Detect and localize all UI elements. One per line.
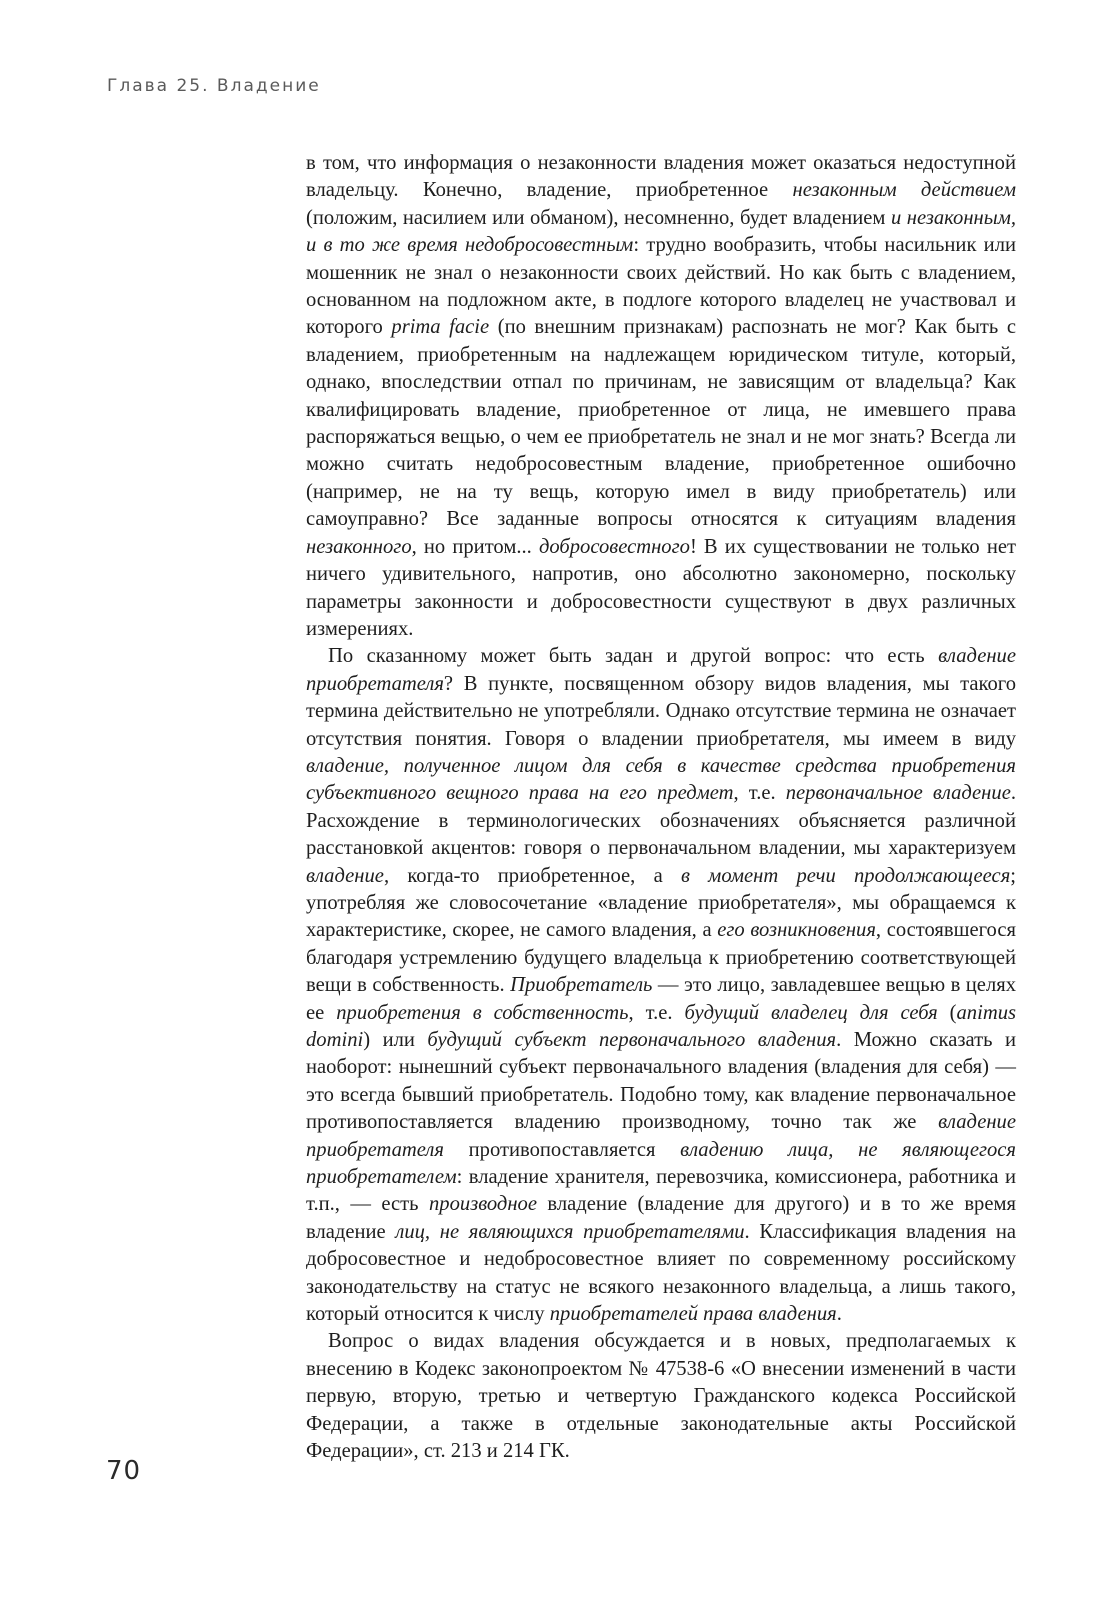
italic-run: prima facie — [391, 316, 490, 339]
italic-run: первоначальное владение — [785, 782, 1011, 805]
text-run: , когда-то приобретенное, а — [383, 864, 681, 887]
text-run: , т.е. — [733, 782, 786, 805]
text-run: : владение хранителя, перевозчика, комиссионера, работника и т.п., — есть — [306, 1166, 1016, 1216]
page-number: 70 — [106, 1456, 142, 1486]
italic-run: лиц, не являющихся приобретателями — [395, 1220, 745, 1243]
italic-run: владению лица, не являющегося приобретателем — [306, 1138, 1017, 1189]
body-text — [306, 150, 1016, 1466]
italic-run: приобретения в собственность — [336, 1001, 629, 1024]
text-run: : трудно вообразить, чтобы насильник или мошенник не знал о незаконности своих действий. Но как быть с владением, основанном на подложном акте, в подлоге которого владелец не участвовал и которого — [306, 234, 1016, 339]
text-run: ; употребляя же словосочетание «владение приобретателя», мы обращаемся к характеристике, скорее, не самого владения, а — [306, 864, 1017, 942]
italic-run: приобретателей права владения — [549, 1303, 837, 1326]
text-run: . Расхождение в терминологических обозначениях объясняется различной расстановкой акцентов: говоря о первоначальном владении, мы характеризуем — [306, 782, 1016, 860]
text-run: ) или — [363, 1029, 428, 1051]
text-run: — это лицо, завладевшее вещью в целях ее — [306, 974, 1016, 1024]
paragraph — [306, 643, 1016, 1328]
italic-run: незаконного — [306, 535, 412, 558]
text-run: в том, что информация о незаконности владения может оказаться недоступной владельцу. Конечно, владение, приобретенное — [306, 152, 1016, 202]
italic-run: будущий владелец для себя — [684, 1001, 938, 1024]
running-header: Глава 25. Владение — [107, 76, 321, 96]
text-run: (положим, насилием или обманом), несомненно, будет владением — [306, 206, 891, 229]
text-run: , но притом... — [411, 535, 539, 558]
text-run: ! В их существовании не только нет ничего удивительного, напротив, оно абсолютно закономерно, поскольку параметры законности и добросовестности существуют в двух различных измерениях. — [306, 535, 1016, 640]
text-run: . Можно сказать и наоборот: нынешний субъект первоначального владения (владения для себя) — это всегда бывший приобретатель. Подобно тому, как владение первоначальное противопоставляется владению производному, точно так же — [306, 1029, 1016, 1134]
italic-run: и незаконным, и в то же время недобросовестным — [306, 206, 1016, 257]
text-run: противопоставляется — [443, 1138, 681, 1161]
paragraph — [306, 1328, 1016, 1465]
text-run: владение (владение для другого) и в то же время владение — [306, 1193, 1016, 1243]
italic-run: владение приобретателя — [306, 1111, 1016, 1161]
italic-run: Приобретатель — [510, 974, 653, 997]
italic-run: в момент речи продолжающееся — [680, 864, 1011, 887]
italic-run: добросовестного — [538, 535, 690, 558]
text-run: По сказанному может быть задан и другой вопрос: что есть — [328, 645, 939, 668]
text-run: , состоявшегося благодаря устремлению будущего владельца к приобретению соответствующей вещи в собственность. — [306, 919, 1016, 997]
italic-run: владение — [306, 864, 384, 887]
italic-run: владение приобретателя — [306, 645, 1016, 695]
text-run: (по внешним признакам) распознать не мог? Как быть с владением, приобретенным на надлежащем юридическом титуле, который, однако, впоследствии отпал по причинам, не зависящим от владельца? Как квалифицировать владение, приобретенное от лица, не имевшего права распоряжаться вещью, о чем ее приобретатель не знал и не мог знать? Всегда ли можно считать недобросовестным владение, приобретенное ошибочно (например, не на ту вещь, которую имел в виду приобретатель) или самоуправно? Все заданные вопросы относятся к ситуациям владения — [306, 316, 1017, 531]
paragraph — [306, 150, 1016, 643]
italic-run: владение, полученное лицом для себя в качестве средства приобретения субъективного вещного права на его предмет — [306, 754, 1016, 805]
text-run: ? В пункте, посвященном обзору видов владения, мы такого термина действительно не употребляли. Однако отсутствие термина не означает отсутствия понятия. Говоря о владении приобретателя, мы имеем в виду — [306, 672, 1016, 750]
italic-run: производное — [429, 1193, 537, 1216]
text-run: , т.е. — [628, 1001, 685, 1024]
text-run: . — [836, 1303, 842, 1326]
italic-run: незаконным действием — [792, 179, 1017, 202]
italic-run: будущий субъект первоначального владения — [427, 1029, 837, 1051]
italic-run: его возникновения — [717, 919, 876, 942]
text-run: ( — [937, 1001, 957, 1024]
text-run: . Классификация владения на добросовестное и недобросовестное влияет по современному российскому законодательству на статус не всякого незаконного владельца, а лишь такого, который относится к числу — [306, 1220, 1016, 1326]
text-run: Вопрос о видах владения обсуждается и в новых, предполагаемых к внесению в Кодекс законопроектом № 47538-6 «О внесении изменений в части первую, вторую, третью и четвертую Гражданского кодекса Российской Федерации, а также в отдельные законодательные акты Российской Федерации», ст. 213 и 214 ГК. — [306, 1330, 1016, 1463]
italic-run: animus domini — [306, 1001, 1016, 1051]
